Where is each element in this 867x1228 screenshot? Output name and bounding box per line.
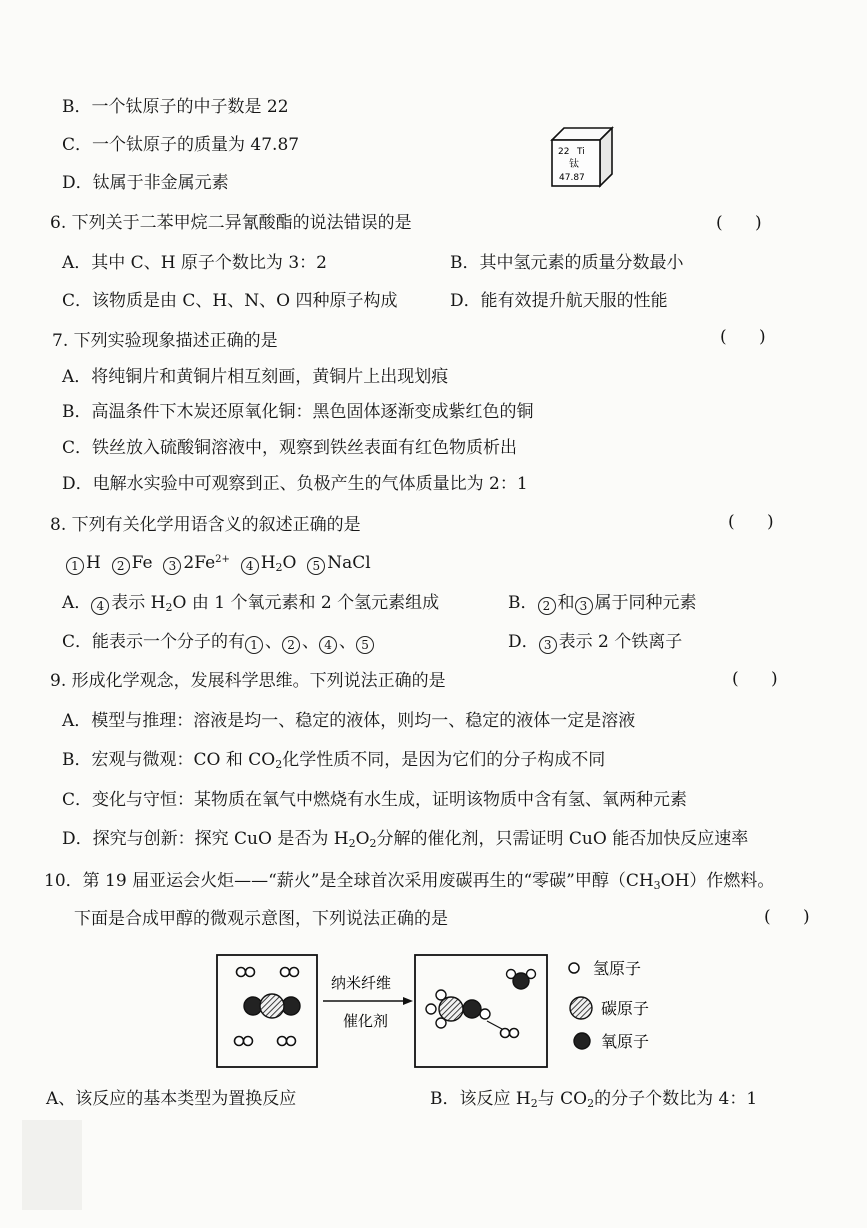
symbol-h2o-o: O [282, 553, 297, 573]
carbon-dioxide-molecule [244, 994, 300, 1018]
option-text: B．该反应 H [430, 1089, 531, 1109]
symbol-h: H [86, 553, 101, 573]
q9-option-d [62, 828, 748, 850]
stem-text: 10．第 19 届亚运会火炬——“薪火”是全球首次采用废碳再生的“零碳”甲醇（CH [44, 871, 654, 891]
q9-option-b [62, 749, 605, 771]
pointer-line [487, 1021, 502, 1029]
option-text: B．宏观与微观：CO 和 CO [62, 750, 276, 770]
arrow-label-bottom: 催化剂 [343, 1012, 389, 1030]
option-text: 与 CO [537, 1089, 588, 1109]
q8-symbol-list [66, 552, 371, 575]
circled-number: 3 [163, 557, 181, 575]
scan-shadow [22, 1120, 82, 1210]
q5-option-d: D．钛属于非金属元素 [62, 173, 229, 193]
circled-number: 1 [66, 557, 84, 575]
q10-option-a: A、该反应的基本类型为置换反应 [46, 1089, 297, 1109]
circled-number: 3 [539, 636, 557, 654]
legend-carbon: 碳原子 [601, 999, 650, 1018]
q6-answer-blank: ( ) [716, 213, 762, 233]
symbol-2fe: 2Fe [183, 553, 216, 573]
q8-option-c [62, 631, 376, 654]
option-text: 化学性质不同，是因为它们的分子构成不同 [282, 750, 606, 770]
circled-number: 4 [241, 557, 259, 575]
option-letter: D． [508, 632, 539, 652]
carbon-atom-icon [570, 997, 592, 1019]
option-text: 和 [557, 593, 575, 613]
legend-oxygen: 氧原子 [601, 1032, 650, 1051]
ti-number: 22 [558, 147, 570, 157]
subscript: 2 [275, 758, 283, 771]
option-letter: B． [508, 593, 538, 613]
circled-number: 2 [538, 597, 556, 615]
circled-number: 5 [356, 636, 374, 654]
q10-stem [44, 870, 774, 892]
circled-number: 3 [575, 597, 593, 615]
subscript: 2 [165, 601, 173, 614]
methanol-molecule [426, 990, 490, 1028]
separator: 、 [265, 632, 283, 652]
q9-option-a: A．模型与推理：溶液是均一、稳定的液体，则均一、稳定的液体一定是溶液 [62, 711, 636, 731]
q7-option-d: D．电解水实验中可观察到正、负极产生的气体质量比为 2：1 [62, 474, 528, 494]
option-text: C．能表示一个分子的有 [62, 632, 246, 652]
hydrogen-atom-icon [569, 963, 579, 973]
q7-option-a: A．将纯铜片和黄铜片相互刻画，黄铜片上出现划痕 [62, 367, 449, 387]
arrow-label-top: 纳米纤维 [331, 974, 392, 992]
q9-option-c: C．变化与守恒：某物质在氧气中燃烧有水生成，证明该物质中含有氢、氧两种元素 [62, 790, 688, 810]
subscript: 2 [275, 561, 283, 574]
q5-option-c: C．一个钛原子的质量为 47.87 [62, 135, 300, 155]
subscript: 2 [587, 1097, 595, 1110]
symbol-nacl: NaCl [327, 553, 371, 573]
ti-mass: 47.87 [559, 173, 585, 183]
option-text: 分解的催化剂，只需证明 CuO 能否加快反应速率 [376, 829, 749, 849]
separator: 、 [302, 632, 320, 652]
q9-stem: 9. 形成化学观念，发展科学思维。下列说法正确的是 [50, 671, 446, 691]
symbol-fe: Fe [131, 553, 153, 573]
subscript: 2 [369, 837, 377, 850]
circled-number: 4 [91, 597, 109, 615]
circled-number: 2 [112, 557, 130, 575]
q8-option-d [508, 631, 682, 654]
stem-text: OH）作燃料。 [660, 871, 775, 891]
q10-answer-blank: ( ) [764, 907, 810, 927]
subscript: 2 [348, 837, 356, 850]
q8-option-a [62, 592, 439, 615]
q7-option-b: B．高温条件下木炭还原氧化铜：黑色固体逐渐变成紫红色的铜 [62, 402, 534, 422]
q6-option-d: D．能有效提升航天服的性能 [450, 291, 668, 311]
option-letter: A． [62, 593, 92, 613]
q7-answer-blank: ( ) [720, 327, 766, 347]
legend-hydrogen: 氢原子 [593, 959, 642, 978]
circled-number: 5 [307, 557, 325, 575]
option-text: 表示 2 个铁离子 [558, 632, 683, 652]
q6-option-c: C．该物质是由 C、H、N、O 四种原子构成 [62, 291, 398, 311]
q10-option-b [430, 1088, 757, 1110]
symbol-h2o-h: H [260, 553, 276, 573]
option-text: 属于同种元素 [594, 593, 697, 613]
q5-option-b: B．一个钛原子的中子数是 22 [62, 97, 289, 117]
charge-superscript: 2+ [215, 554, 230, 565]
subscript: 3 [653, 879, 661, 892]
circled-number: 4 [319, 636, 337, 654]
circled-number: 1 [245, 636, 263, 654]
leftover-hydrogen-molecule [501, 1029, 519, 1038]
q8-answer-blank: ( ) [728, 512, 774, 532]
q9-answer-blank: ( ) [732, 669, 778, 689]
titanium-element-card [550, 126, 614, 188]
water-molecule [507, 970, 536, 990]
q10-stem-line2: 下面是合成甲醇的微观示意图，下列说法正确的是 [74, 909, 448, 929]
reaction-micro-diagram [215, 953, 685, 1071]
ti-symbol: Ti [577, 147, 585, 157]
q6-stem: 6. 下列关于二苯甲烷二异氰酸酯的说法错误的是 [50, 213, 412, 233]
circled-number: 2 [282, 636, 300, 654]
q6-option-a: A．其中 C、H 原子个数比为 3：2 [62, 253, 327, 273]
q7-stem: 7. 下列实验现象描述正确的是 [52, 331, 278, 351]
q8-stem: 8. 下列有关化学用语含义的叙述正确的是 [50, 515, 361, 535]
q7-option-c: C．铁丝放入硫酸铜溶液中，观察到铁丝表面有红色物质析出 [62, 438, 518, 458]
oxygen-atom-icon [574, 1033, 590, 1049]
option-text: O 由 1 个氧元素和 2 个氢元素组成 [172, 593, 440, 613]
option-text: D．探究与创新：探究 CuO 是否为 H [62, 829, 349, 849]
ti-name: 钛 [569, 159, 579, 170]
separator: 、 [339, 632, 357, 652]
q8-option-b [508, 592, 697, 615]
option-text: 表示 H [111, 593, 166, 613]
option-text: O [355, 829, 370, 849]
q6-option-b: B．其中氢元素的质量分数最小 [450, 253, 684, 273]
subscript: 2 [530, 1097, 538, 1110]
option-text: 的分子个数比为 4：1 [594, 1089, 758, 1109]
